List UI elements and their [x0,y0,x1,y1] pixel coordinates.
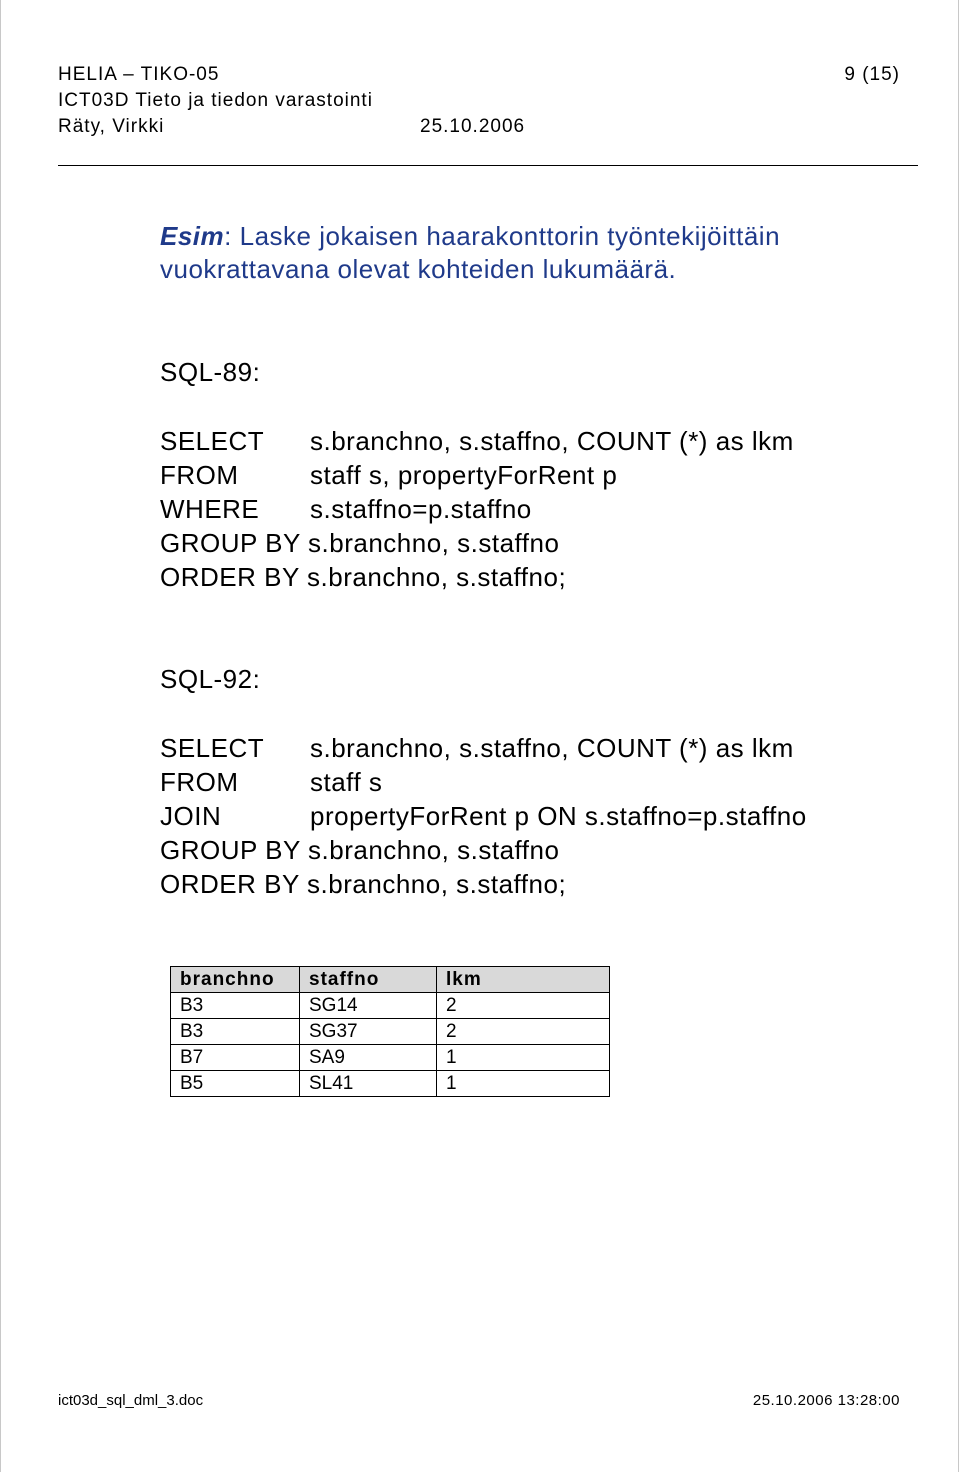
header-org: HELIA – TIKO-05 [58,64,220,85]
sql-keyword: FROM [160,460,239,490]
page-header [58,62,900,140]
header-line-3 [58,114,900,140]
sql-line [160,526,920,560]
header-line-1 [58,62,900,88]
cell-staffno: SG14 [300,993,437,1019]
page-border-right [958,0,959,1472]
sql-keyword: SELECT [160,733,265,763]
sql-argument: s.branchno, s.staffno, COUNT (*) as lkm [310,733,794,763]
column-header-branchno: branchno [171,967,300,993]
task-text: : Laske jokaisen haarakonttorin työntekijöittäin vuokrattavana olevat kohteiden lukumäärä. [160,221,781,284]
sql-keyword: SELECT [160,426,265,456]
result-table [170,966,610,1097]
cell-branchno: B3 [171,1019,300,1045]
header-course: ICT03D Tieto ja tiedon varastointi [58,90,373,111]
column-header-lkm: lkm [437,967,610,993]
sql-keyword: FROM [160,767,239,797]
table-row [171,1019,610,1045]
sql89-label: SQL-89: [160,357,261,387]
sql-argument: staff s, propertyForRent p [310,460,618,490]
header-authors: Räty, Virkki [58,116,165,137]
sql-argument: s.branchno, s.staffno, COUNT (*) as lkm [310,426,794,456]
sql-line [160,560,920,594]
header-line-2 [58,88,900,114]
cell-lkm: 1 [437,1045,610,1071]
task-description [160,220,920,286]
sql-argument: propertyForRent p ON s.staffno=p.staffno [310,801,807,831]
cell-branchno: B5 [171,1071,300,1097]
table-row [171,1071,610,1097]
cell-lkm: 1 [437,1071,610,1097]
table-row [171,993,610,1019]
cell-lkm: 2 [437,993,610,1019]
sql-keyword: JOIN [160,801,222,831]
header-date: 25.10.2006 [420,116,526,137]
sql89-block [160,424,920,594]
cell-lkm: 2 [437,1019,610,1045]
cell-staffno: SA9 [300,1045,437,1071]
sql-line [160,799,920,833]
sql-argument: s.staffno=p.staffno [310,494,532,524]
sql-line [160,833,920,867]
header-rule [58,165,918,166]
table-row [171,1045,610,1071]
sql-clause: ORDER BY s.branchno, s.staffno; [160,562,567,592]
sql-clause: GROUP BY s.branchno, s.staffno [160,835,560,865]
footer-timestamp: 25.10.2006 13:28:00 [752,1392,900,1409]
table-header-row [171,967,610,993]
sql92-block [160,731,920,901]
cell-staffno: SG37 [300,1019,437,1045]
sql-clause: GROUP BY s.branchno, s.staffno [160,528,560,558]
sql-line [160,492,920,526]
footer-filename: ict03d_sql_dml_3.doc [58,1392,204,1409]
page-number: 9 (15) [844,64,900,85]
cell-branchno: B7 [171,1045,300,1071]
sql92-label: SQL-92: [160,664,261,694]
sql-line [160,765,920,799]
sql-line [160,458,920,492]
cell-staffno: SL41 [300,1071,437,1097]
column-header-staffno: staffno [300,967,437,993]
sql-argument: staff s [310,767,383,797]
sql-line [160,424,920,458]
sql-clause: ORDER BY s.branchno, s.staffno; [160,869,567,899]
task-prefix: Esim [160,221,225,251]
page-border-left [0,0,1,1472]
sql-line [160,867,920,901]
sql-keyword: WHERE [160,494,260,524]
page-footer [58,1392,900,1412]
sql-line [160,731,920,765]
cell-branchno: B3 [171,993,300,1019]
